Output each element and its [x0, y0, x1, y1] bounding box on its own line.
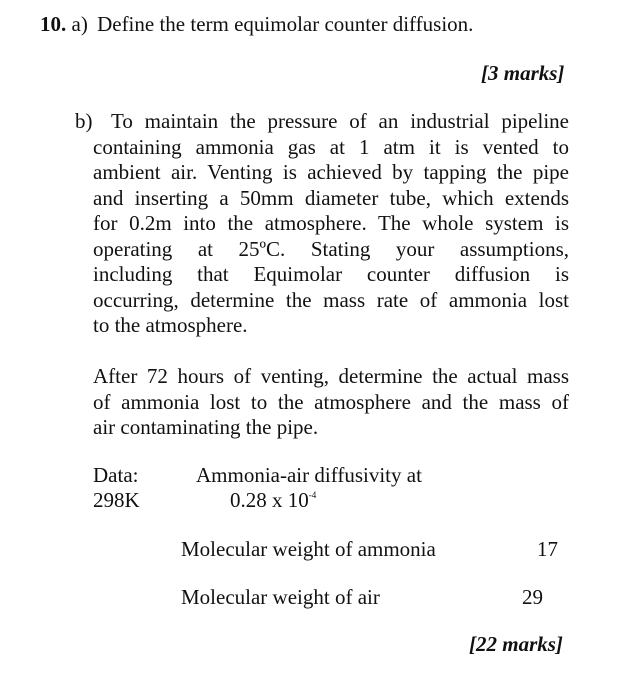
mw-air-value: 29 [522, 585, 543, 609]
data-label: Data: [93, 463, 139, 487]
mw-air-label: Molecular weight of air [181, 585, 380, 609]
part-b-paragraph1-line: occurring, determine the mass rate of ammonia lost [93, 287, 569, 312]
part-b-paragraph2-line: After 72 hours of venting, determine the actual mass [93, 364, 569, 388]
total-marks: [22 marks] [469, 632, 563, 656]
part-b-paragraph1-line: including that Equimolar counter diffusion is [93, 262, 569, 286]
question-10-part-a-heading [40, 12, 473, 37]
question-number: 10. [40, 12, 67, 36]
part-b-paragraph1-line: operating at 25ºC. Stating your assumptions, [93, 236, 569, 261]
part-b-paragraph1-line: To maintain the pressure of an industrial pipeline [111, 109, 569, 133]
part-a-label: a) [71, 12, 88, 36]
part-b-first-line-container [111, 109, 569, 135]
part-b-paragraph2-line: air contaminating the pipe. [93, 415, 319, 439]
part-a-text: Define the term equimolar counter diffusion. [97, 12, 474, 36]
diffusivity-mantissa: 0.28 x 10 [230, 488, 309, 512]
part-b-label: b) [75, 109, 93, 133]
diffusivity-label: Ammonia-air diffusivity at [196, 463, 422, 487]
part-b-paragraph-2 [93, 364, 569, 441]
part-b-paragraph2-line: of ammonia lost to the atmosphere and the mass of [93, 389, 569, 414]
part-b-paragraph1-line: ambient air. Venting is achieved by tapping the pipe [93, 160, 569, 184]
part-b-paragraph-1 [93, 135, 569, 339]
part-a-marks: [3 marks] [481, 61, 565, 85]
part-b-paragraph1-line: containing ammonia gas at 1 atm it is vented to [93, 134, 569, 159]
part-b-paragraph1-line: to the atmosphere. [93, 313, 248, 337]
mw-ammonia-value: 17 [537, 537, 558, 561]
part-b-paragraph1-line: for 0.2m into the atmosphere. The whole system is [93, 211, 569, 235]
diffusivity-exponent: -4 [308, 490, 317, 500]
part-b-paragraph1-line: and inserting a 50mm diameter tube, which extends [93, 185, 569, 210]
diffusivity-value [230, 488, 316, 513]
data-temperature: 298K [93, 488, 140, 512]
mw-ammonia-label: Molecular weight of ammonia [181, 537, 436, 561]
